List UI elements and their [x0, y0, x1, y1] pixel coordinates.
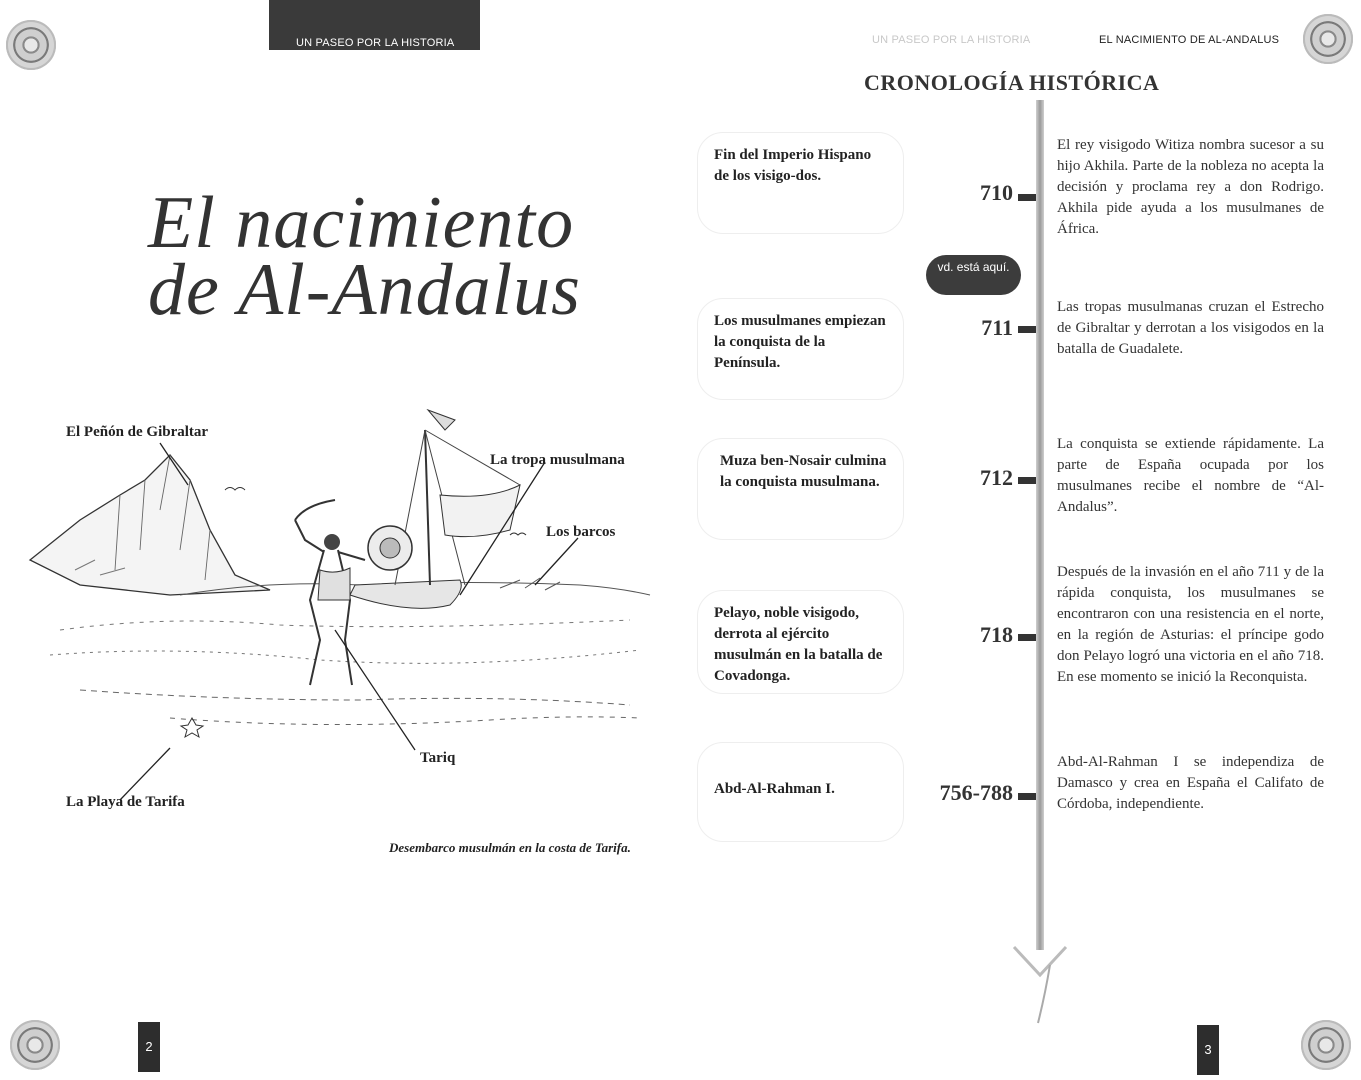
timeline-tick [1018, 477, 1036, 484]
header-left-section: UN PASEO POR LA HISTORIA [296, 37, 455, 49]
event-title-710: Fin del Imperio Hispano de los visigo-dos. [697, 132, 904, 234]
header-right-section: UN PASEO POR LA HISTORIA [872, 34, 1031, 46]
event-title-712: Muza ben-Nosair culmina la conquista musulmana. [697, 438, 904, 540]
label-troops: La tropa musulmana [490, 452, 625, 468]
chronology-title: CRONOLOGÍA HISTÓRICA [864, 70, 1160, 95]
timeline-tick [1018, 194, 1036, 201]
event-title-756-788: Abd-Al-Rahman I. [697, 742, 904, 842]
label-gibraltar: El Peñón de Gibraltar [66, 424, 209, 440]
decorative-medallion-top-right [1303, 14, 1353, 64]
event-description-718: Después de la invasión en el año 711 y de la rápida conquista, los musulmanes se encontraron con una resistencia en el norte, en la región de Asturias: el príncipe godo don Pelayo logró una victoria en el año 718. En ese momento se inició la Reconquista. [1057, 564, 1324, 685]
event-year-712: 712 [980, 465, 1013, 490]
label-ships: Los barcos [546, 524, 616, 540]
timeline-tick [1018, 634, 1036, 641]
header-chapter-title: EL NACIMIENTO DE AL-ANDALUS [1099, 34, 1280, 46]
decorative-medallion-bottom-left [10, 1020, 60, 1070]
chapter-title-line1: El nacimiento [148, 182, 575, 264]
label-beach: La Playa de Tarifa [66, 794, 185, 810]
event-title-718: Pelayo, noble visigodo, derrota al ejército musulmán en la batalla de Covadonga. [697, 590, 904, 694]
illustration-caption: Desembarco musulmán en la costa de Tarifa. [389, 840, 631, 855]
event-title-711: Los musulmanes empiezan la conquista de la Península. [697, 298, 904, 400]
timeline-bar [1036, 100, 1044, 950]
event-year-710: 710 [980, 180, 1013, 205]
event-description-711: Las tropas musulmanas cruzan el Estrecho de Gibraltar y derrotan a los visigodos en la batalla de Guadalete. [1057, 299, 1324, 357]
event-year-711: 711 [981, 315, 1013, 340]
ship-hull [350, 580, 461, 608]
timeline-tick [1018, 793, 1036, 800]
decorative-medallion-top-left [6, 20, 56, 70]
gibraltar-rock [30, 455, 270, 595]
event-description-756-788: Abd-Al-Rahman I se independiza de Damasco y crea en España el Califato de Córdoba, independiente. [1057, 754, 1324, 812]
timeline-arrow-icon [1010, 945, 1070, 1025]
label-tariq: Tariq [420, 750, 456, 766]
you-are-here-badge: vd. está aquí. [926, 255, 1021, 295]
page-number-left: 2 [138, 1022, 160, 1072]
chapter-title-line2: de Al-Andalus [148, 249, 581, 331]
event-description-712: La conquista se extiende rápidamente. La parte de España ocupada por los musulmanes recibe el nombre de “Al-Andalus”. [1057, 436, 1324, 515]
event-description-710: El rey visigodo Witiza nombra sucesor a su hijo Akhila. Parte de la nobleza no acepta la decisión y proclama rey a don Rodrigo. Akhila pide ayuda a los musulmanes de África. [1057, 137, 1324, 237]
timeline-tick [1018, 326, 1036, 333]
event-year-756-788: 756-788 [939, 780, 1013, 805]
decorative-medallion-bottom-right [1301, 1020, 1351, 1070]
event-year-718: 718 [980, 622, 1013, 647]
page-number-right: 3 [1197, 1025, 1219, 1075]
